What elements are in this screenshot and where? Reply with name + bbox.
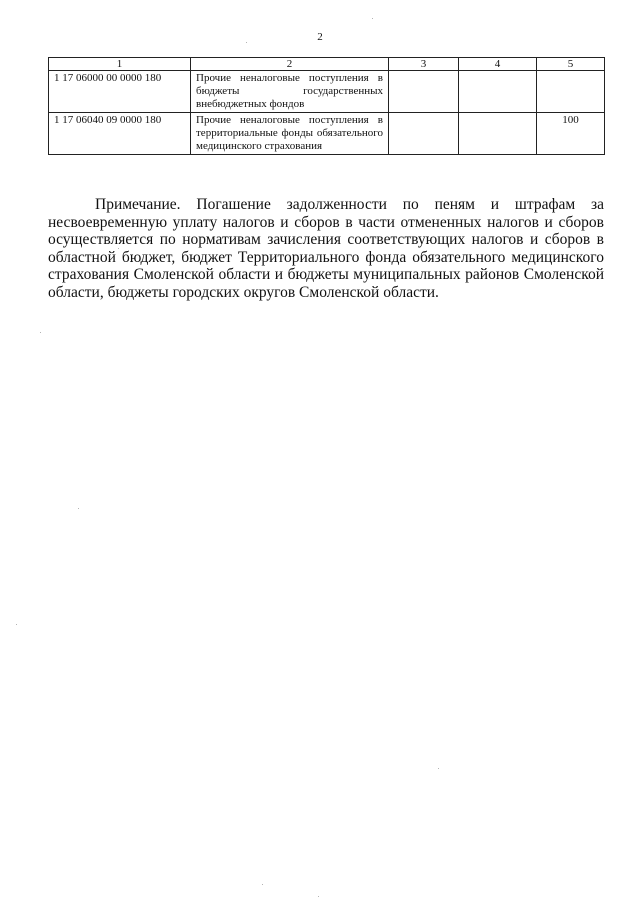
table-row	[49, 113, 605, 155]
scan-speck	[78, 508, 79, 509]
budget-code-cell: 1 17 06000 00 0000 180	[49, 71, 191, 113]
header-cell: 5	[537, 58, 605, 71]
value-cell-col4	[459, 71, 537, 113]
header-cell: 3	[389, 58, 459, 71]
budget-code-cell: 1 17 06040 09 0000 180	[49, 113, 191, 155]
page-number: 2	[317, 31, 323, 43]
table-header-row	[49, 58, 605, 71]
value-cell-col4	[459, 113, 537, 155]
header-cell: 1	[49, 58, 191, 71]
scan-speck	[16, 624, 17, 625]
value-cell-col5: 100	[537, 113, 605, 155]
header-cell: 2	[191, 58, 389, 71]
scan-speck	[438, 768, 439, 769]
table-row	[49, 71, 605, 113]
revenue-name-cell: Прочие неналоговые поступления в бюджеты государственных внебюджетных фондов	[191, 71, 389, 113]
scan-speck	[118, 248, 119, 249]
value-cell-col3	[389, 113, 459, 155]
note-paragraph	[48, 196, 604, 301]
header-cell: 4	[459, 58, 537, 71]
scan-speck	[372, 18, 373, 19]
value-cell-col3	[389, 71, 459, 113]
scan-speck	[246, 42, 247, 43]
note-text: Примечание. Погашение задолженности по пеням и штрафам за несвоевременную уплату налогов и сборов в части отмененных налогов и сборов осуществляется по нормативам зачисления соответствующих налогов и сборов в областной бюджет, бюджет Территориального фонда обязательного медицинского страхования Смоленской области и бюджеты муниципальных районов Смоленской области, бюджеты городских округов Смоленской области.	[48, 196, 604, 301]
value-cell-col5	[537, 71, 605, 113]
revenue-table	[48, 57, 605, 155]
revenue-name-cell: Прочие неналоговые поступления в территориальные фонды обязательного медицинского страхования	[191, 113, 389, 155]
scan-speck	[318, 896, 319, 897]
scan-speck	[40, 332, 41, 333]
scan-speck	[262, 884, 263, 885]
